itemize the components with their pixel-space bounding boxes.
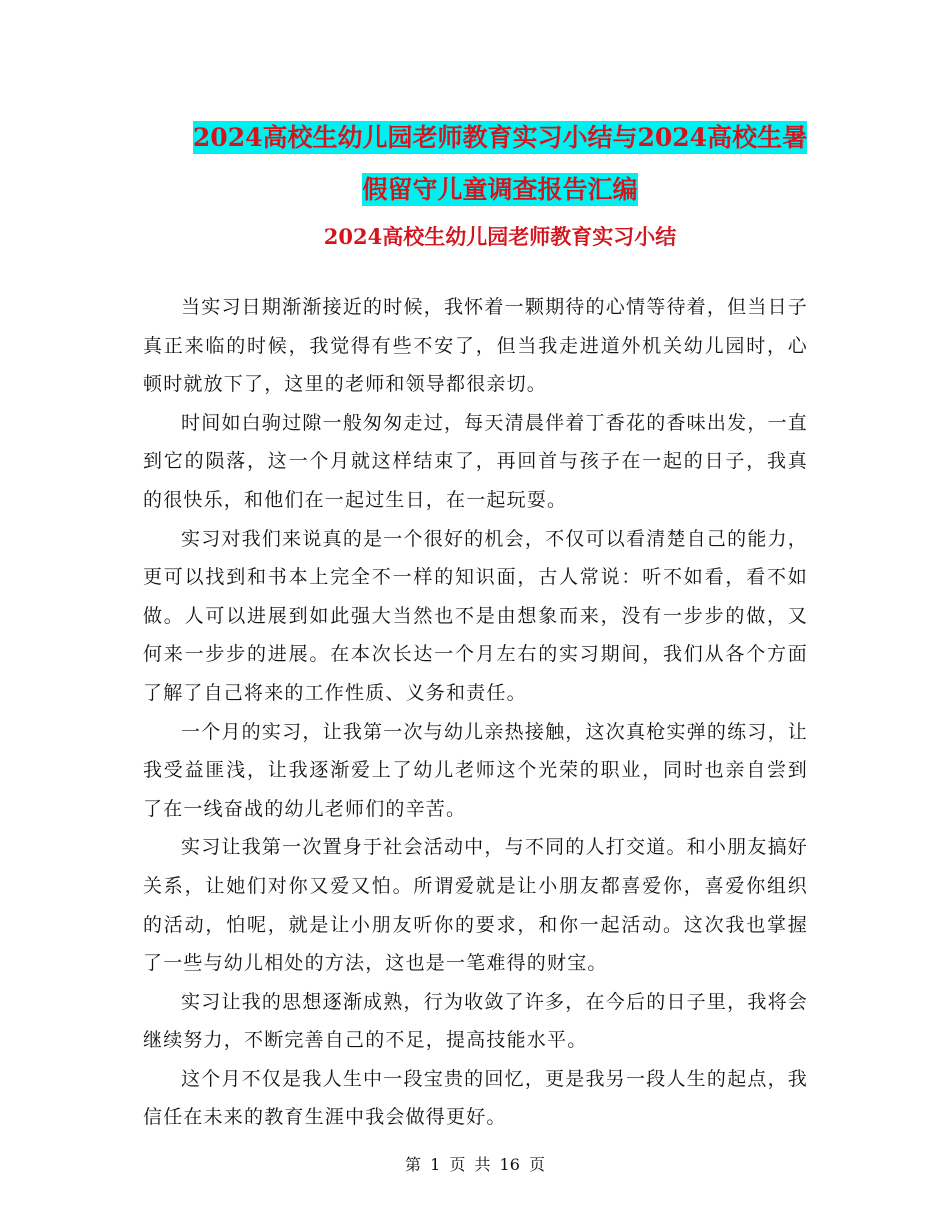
document-title-line2: 假留守儿童调查报告汇编 — [362, 175, 638, 204]
paragraph: 这个月不仅是我人生中一段宝贵的回忆，更是我另一段人生的起点，我信任在未来的教育生涯中我会做得更好。 — [143, 1067, 808, 1129]
page-footer: 第 1 页 共 16 页 — [405, 1155, 545, 1174]
paragraph: 一个月的实习，让我第一次与幼儿亲热接触，这次真枪实弹的练习，让我受益匪浅，让我逐渐爱上了幼儿老师这个光荣的职业，同时也亲自尝到了在一线奋战的幼儿老师们的辛苦。 — [143, 720, 808, 820]
paragraph: 实习让我第一次置身于社会活动中，与不同的人打交道。和小朋友搞好关系，让她们对你又爱又怕。所谓爱就是让小朋友都喜爱你，喜爱你组织的活动，怕呢，就是让小朋友听你的要求，和你一起活动。这次我也掌握了一些与幼儿相处的方法，这也是一笔难得的财宝。 — [143, 836, 808, 975]
paragraph: 时间如白驹过隙一般匆匆走过，每天清晨伴着丁香花的香味出发，一直到它的陨落，这一个月就这样结束了，再回首与孩子在一起的日子，我真的很快乐，和他们在一起过生日，在一起玩耍。 — [143, 411, 808, 511]
paragraph: 当实习日期渐渐接近的时候，我怀着一颗期待的心情等待着，但当日子真正来临的时候，我觉得有些不安了，但当我走进道外机关幼儿园时，心顿时就放下了，这里的老师和领导都很亲切。 — [143, 296, 808, 396]
document-title — [140, 112, 860, 216]
paragraph: 实习对我们来说真的是一个很好的机会，不仅可以看清楚自己的能力，更可以找到和书本上完全不一样的知识面，古人常说：听不如看，看不如做。人可以进展到如此强大当然也不是由想象而来，没有一步步的做，又何来一步步的进展。在本次长达一个月左右的实习期间，我们从各个方面了解了自己将来的工作性质、义务和责任。 — [143, 527, 808, 704]
body-text — [143, 288, 808, 1137]
section-title: 2024高校生幼儿园老师教育实习小结 — [323, 224, 677, 249]
paragraph: 实习让我的思想逐渐成熟，行为收敛了许多，在今后的日子里，我将会继续努力，不断完善自己的不足，提高技能水平。 — [143, 990, 808, 1052]
document-title-line1: 2024高校生幼儿园老师教育实习小结与2024高校生暑 — [192, 123, 808, 152]
